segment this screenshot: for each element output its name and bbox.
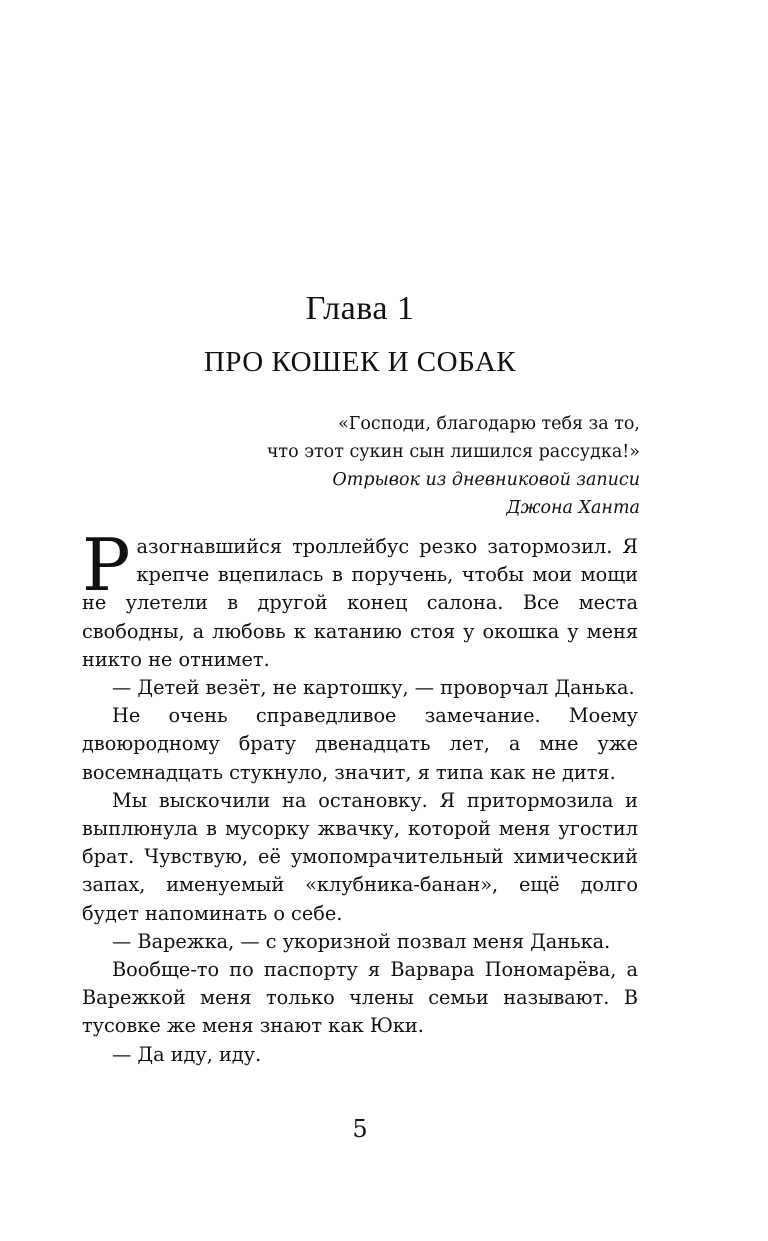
epigraph-line: что этот сукин сын лишился рассудка!» — [266, 442, 640, 462]
chapter-title: ПРО КОШЕК И СОБАК — [203, 346, 517, 378]
paragraph: Мы выскочили на остановку. Я притормозила и выплюнула в мусорку жвачку, которой меня угостил брат. Чувствую, её умопомрачительный химический запах, именуемый «клубника-банан», ещё долго будет напоминать о себе. — [82, 788, 638, 925]
paragraph: — Детей везёт, не картошку, — проворчал Данька. — [112, 676, 635, 700]
epigraph-line: «Господи, благодарю тебя за то, — [338, 414, 640, 434]
body-text — [82, 523, 638, 1069]
drop-cap: Р — [82, 523, 131, 607]
epigraph-attribution: Джона Ханта — [506, 498, 640, 518]
page-number: 5 — [352, 1115, 368, 1143]
epigraph — [180, 410, 640, 522]
chapter-number: Глава 1 — [305, 290, 415, 327]
paragraph: — Да иду, иду. — [112, 1042, 262, 1066]
paragraph: Не очень справедливое замечание. Моему двоюродному брату двенадцать лет, а мне уже восемнадцать стукнуло, значит, я типа как не дитя. — [82, 704, 638, 784]
paragraph: — Варежка, — с укоризной позвал меня Данька. — [112, 929, 611, 953]
paragraph: Вообще-то по паспорту я Варвара Пономарёва, а Варежкой меня только члены семьи называют. В тусовке же меня знают как Юки. — [82, 958, 638, 1038]
epigraph-attribution: Отрывок из дневниковой записи — [332, 470, 640, 490]
paragraph-text: азогнавшийся троллейбус резко затормозил. Я крепче вцепилась в поручень, чтобы мои мощи не улетели в другой конец салона. Все места свободны, а любовь к катанию стоя у окошка у меня никто не отнимет. — [82, 535, 638, 671]
paragraph — [82, 523, 638, 674]
